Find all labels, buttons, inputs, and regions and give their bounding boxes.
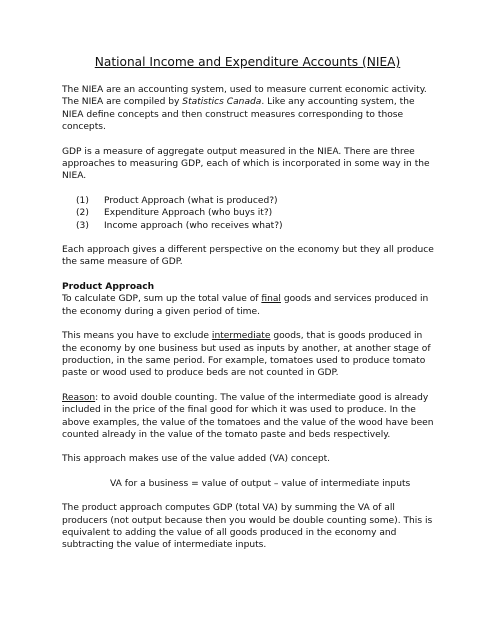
text-run: This means you have to exclude	[62, 331, 212, 342]
list-number: (1)	[76, 195, 89, 206]
gdp-paragraph: GDP is a measure of aggregate output measured in the NIEA. There are three approaches to measuring GDP, each of which is incorporated in some way in the NIEA.	[62, 146, 430, 182]
section-heading: Product Approach	[62, 281, 155, 292]
list-text: Product Approach (what is produced?)	[104, 195, 278, 206]
text-run: goods, that is goods produced in the economy by one business but used as inputs by another, at another stage of production, in the same period. For example, tomatoes used to produce tomato paste or wood used to produce beds are not counted in GDP.	[62, 331, 431, 379]
list-item	[76, 220, 437, 232]
intro-line-2b: . Like any accounting system, the NIEA define concepts and then construct measures corresponding to those concepts.	[62, 97, 415, 133]
approaches-list	[62, 195, 437, 232]
va-formula: VA for a business = value of output – value of intermediate inputs	[110, 478, 411, 489]
document-title: National Income and Expenditure Accounts (NIEA)	[94, 55, 401, 69]
reason-paragraph	[62, 392, 437, 442]
text-run: goods and services produced in the economy during a given period of time.	[62, 294, 429, 317]
list-text: Expenditure Approach (who buys it?)	[104, 208, 273, 219]
va-paragraph: This approach makes use of the value added (VA) concept.	[62, 454, 331, 465]
list-number: (2)	[76, 208, 89, 219]
intro-paragraph	[62, 84, 437, 134]
intermediate-term: intermediate	[211, 331, 271, 342]
list-text: Income approach (who receives what?)	[104, 220, 283, 231]
reason-label: Reason	[62, 392, 96, 403]
source-name: Statistics Canada	[182, 97, 262, 108]
document-body	[62, 84, 437, 552]
text-run: To calculate GDP, sum up the total value of	[62, 294, 262, 305]
perspective-paragraph: Each approach gives a different perspective on the economy but they all produce the same measure of GDP.	[62, 245, 434, 268]
product-paragraph-1	[62, 293, 437, 318]
list-number: (3)	[76, 220, 89, 231]
list-item	[76, 195, 437, 207]
list-item	[76, 207, 437, 219]
intro-line-2a: The NIEA are compiled by	[62, 97, 183, 108]
reason-text: : to avoid double counting. The value of the intermediate good is already included in the price of the final good for which it was used to produce. In the above examples, the value of the tomatoes and the value of the wood have been counted already in the value of the tomato paste and beds respectively.	[62, 392, 434, 440]
product-paragraph-2	[62, 330, 437, 380]
final-paragraph: The product approach computes GDP (total VA) by summing the VA of all producers (not output because then you would be double counting some). This is equivalent to adding the value of all goods produced in the economy and subtracting the value of intermediate inputs.	[62, 503, 433, 551]
intro-line-1: The NIEA are an accounting system, used to measure current economic activity.	[62, 85, 427, 95]
final-term: final	[261, 294, 281, 305]
